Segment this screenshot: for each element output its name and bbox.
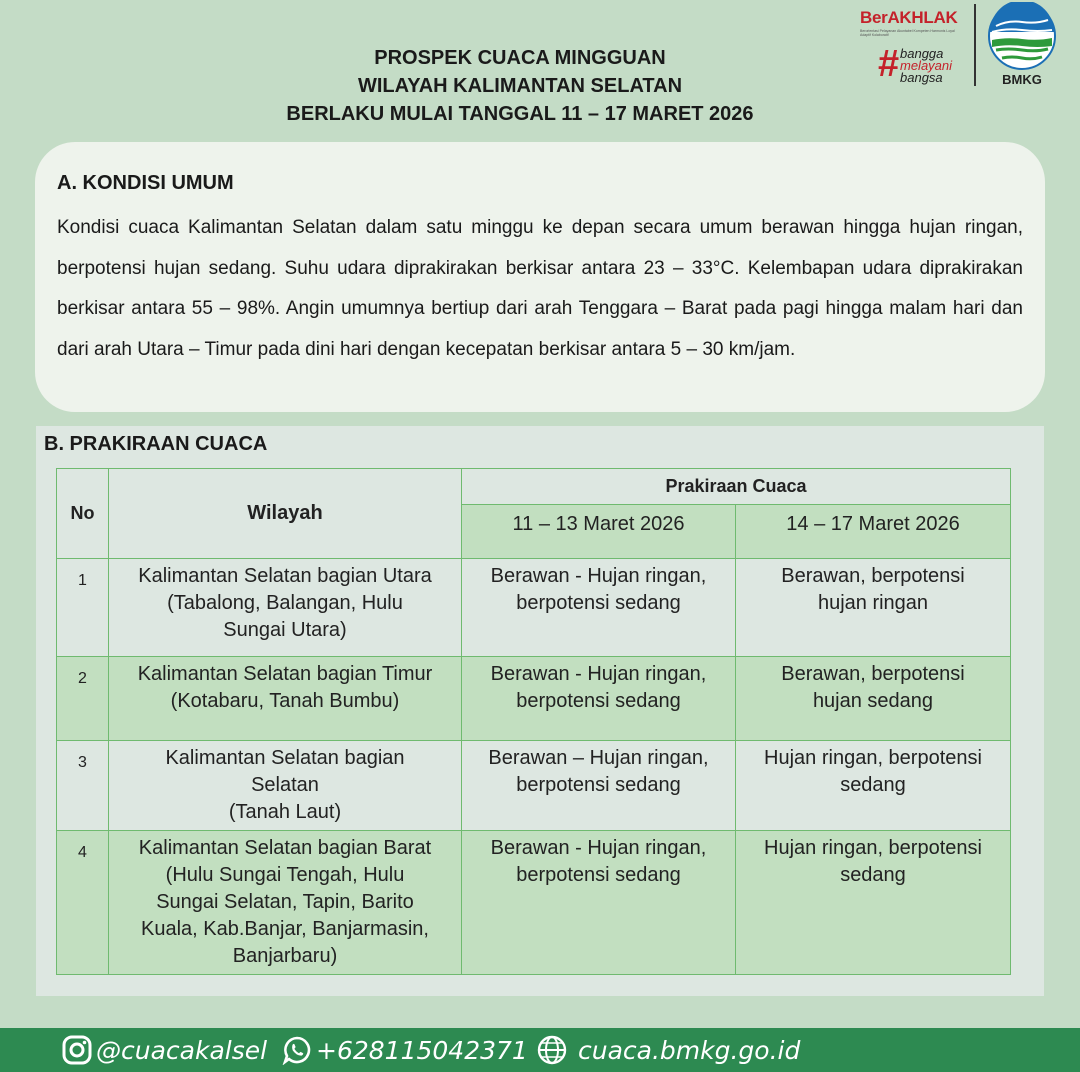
region-line: Kuala, Kab.Banjar, Banjarmasin,: [141, 918, 429, 940]
forecast-cell-period-1: [462, 741, 736, 831]
region-line: (Tanah Laut): [228, 801, 342, 823]
forecast-cell-period-2: [736, 559, 1011, 657]
bangga-line: bangsa: [900, 70, 943, 85]
forecast-cell-period-1: [462, 559, 736, 657]
region-cell: [109, 741, 462, 831]
forecast-line: Berawan - Hujan ringan,: [490, 663, 707, 685]
whatsapp-contact[interactable]: [282, 1028, 528, 1072]
berakhlak-logo: [860, 8, 970, 86]
forecast-line: hujan ringan: [817, 592, 929, 614]
bangga-line: bangga: [900, 46, 944, 61]
region-line: Kalimantan Selatan bagian: [165, 747, 405, 769]
forecast-line: Berawan – Hujan ringan,: [488, 747, 709, 769]
region-line: Sungai Utara): [223, 619, 347, 641]
instagram-contact[interactable]: [62, 1028, 267, 1072]
forecast-line: Berawan, berpotensi: [781, 565, 965, 587]
row-number: 4: [57, 831, 109, 975]
forecast-cell-period-2: [736, 741, 1011, 831]
general-conditions-card: [35, 142, 1045, 412]
forecast-cell-period-1: [462, 831, 736, 975]
region-line: Kalimantan Selatan bagian Utara: [138, 565, 432, 587]
region-line: Kalimantan Selatan bagian Timur: [137, 663, 433, 685]
website-contact[interactable]: [536, 1028, 800, 1072]
column-header-prakiraan: Prakiraan Cuaca: [462, 469, 1011, 505]
globe-icon: [536, 1034, 568, 1066]
row-number: 1: [57, 559, 109, 657]
forecast-line: berpotensi sedang: [516, 592, 681, 614]
instagram-icon: [62, 1035, 92, 1065]
row-number: 2: [57, 657, 109, 741]
region-line: Kalimantan Selatan bagian Barat: [138, 837, 432, 859]
forecast-cell-period-2: [736, 657, 1011, 741]
forecast-line: berpotensi sedang: [516, 774, 681, 796]
instagram-handle[interactable]: @cuacakalsel: [96, 1035, 268, 1065]
forecast-panel: [36, 426, 1044, 996]
general-conditions-text: Kondisi cuaca Kalimantan Selatan dalam satu minggu ke depan secara umum berawan hingga hujan ringan, berpotensi hujan sedang. Suhu udara diprakirakan berkisar antara 23 – 33°C. Kelembapan udara diprakirakan berkisar antara 55 – 98%. Angin umumnya bertiup dari arah Tenggara – Barat pada pagi hingga malam hari dan dari arah Utara – Timur pada dini hari dengan kecepatan berkisar antara 5 – 30 km/jam.: [57, 217, 1023, 361]
region-cell: [109, 559, 462, 657]
column-header-period-1: 11 – 13 Maret 2026: [462, 505, 736, 559]
region-line: (Hulu Sungai Tengah, Hulu: [165, 864, 405, 886]
whatsapp-number[interactable]: +628115042371: [316, 1035, 528, 1065]
forecast-cell-period-2: [736, 831, 1011, 975]
region-line: Sungai Selatan, Tapin, Barito: [156, 891, 414, 913]
column-header-wilayah: Wilayah: [109, 469, 462, 559]
forecast-line: hujan sedang: [812, 690, 934, 712]
title-line: PROSPEK CUACA MINGGUAN: [374, 47, 666, 69]
column-header-no: No: [57, 469, 109, 559]
bmkg-emblem-icon: [986, 2, 1058, 72]
whatsapp-icon: [282, 1035, 312, 1065]
logo-divider: [974, 4, 976, 86]
header-logos: [860, 2, 1070, 90]
bmkg-label: BMKG: [1002, 72, 1042, 87]
forecast-table: [56, 468, 1011, 975]
title-line: BERLAKU MULAI TANGGAL 11 – 17 MARET 2026: [286, 103, 754, 125]
table-row: [57, 831, 1011, 975]
forecast-line: Hujan ringan, berpotensi: [764, 747, 982, 769]
forecast-line: berpotensi sedang: [516, 690, 681, 712]
column-header-period-2: 14 – 17 Maret 2026: [736, 505, 1011, 559]
section-a-heading: A. KONDISI UMUM: [57, 172, 234, 194]
region-line: Banjarbaru): [232, 945, 338, 967]
table-row: [57, 559, 1011, 657]
row-number: 3: [57, 741, 109, 831]
region-line: Selatan: [251, 774, 319, 796]
hash-icon: #: [878, 43, 900, 85]
section-b-heading: B. PRAKIRAAN CUACA: [44, 433, 268, 455]
forecast-line: Berawan - Hujan ringan,: [490, 837, 707, 859]
forecast-line: berpotensi sedang: [516, 864, 681, 886]
title-line: WILAYAH KALIMANTAN SELATAN: [357, 75, 683, 97]
forecast-line: Berawan - Hujan ringan,: [490, 565, 707, 587]
region-line: (Tabalong, Balangan, Hulu: [167, 592, 403, 614]
berakhlak-tagline: Berorientasi Pelayanan Akuntabel Kompeten Harmonis Loyal Adaptif Kolaboratif: [860, 29, 955, 37]
forecast-cell-period-1: [462, 657, 736, 741]
table-row: [57, 741, 1011, 831]
bangga-melayani-logo: [878, 44, 968, 84]
region-line: (Kotabaru, Tanah Bumbu): [170, 690, 400, 712]
forecast-line: Hujan ringan, berpotensi: [764, 837, 982, 859]
forecast-line: sedang: [840, 864, 906, 886]
table-row: [57, 657, 1011, 741]
bangga-line: melayani: [900, 58, 953, 73]
forecast-line: Berawan, berpotensi: [781, 663, 965, 685]
website-url[interactable]: cuaca.bmkg.go.id: [578, 1035, 801, 1065]
berakhlak-title: BerAKHLAK: [860, 8, 958, 27]
contact-footer: [0, 1028, 1080, 1072]
region-cell: [109, 657, 462, 741]
table-header-row: [57, 469, 1011, 505]
bmkg-logo: [986, 2, 1058, 90]
region-cell: [109, 831, 462, 975]
forecast-line: sedang: [840, 774, 906, 796]
